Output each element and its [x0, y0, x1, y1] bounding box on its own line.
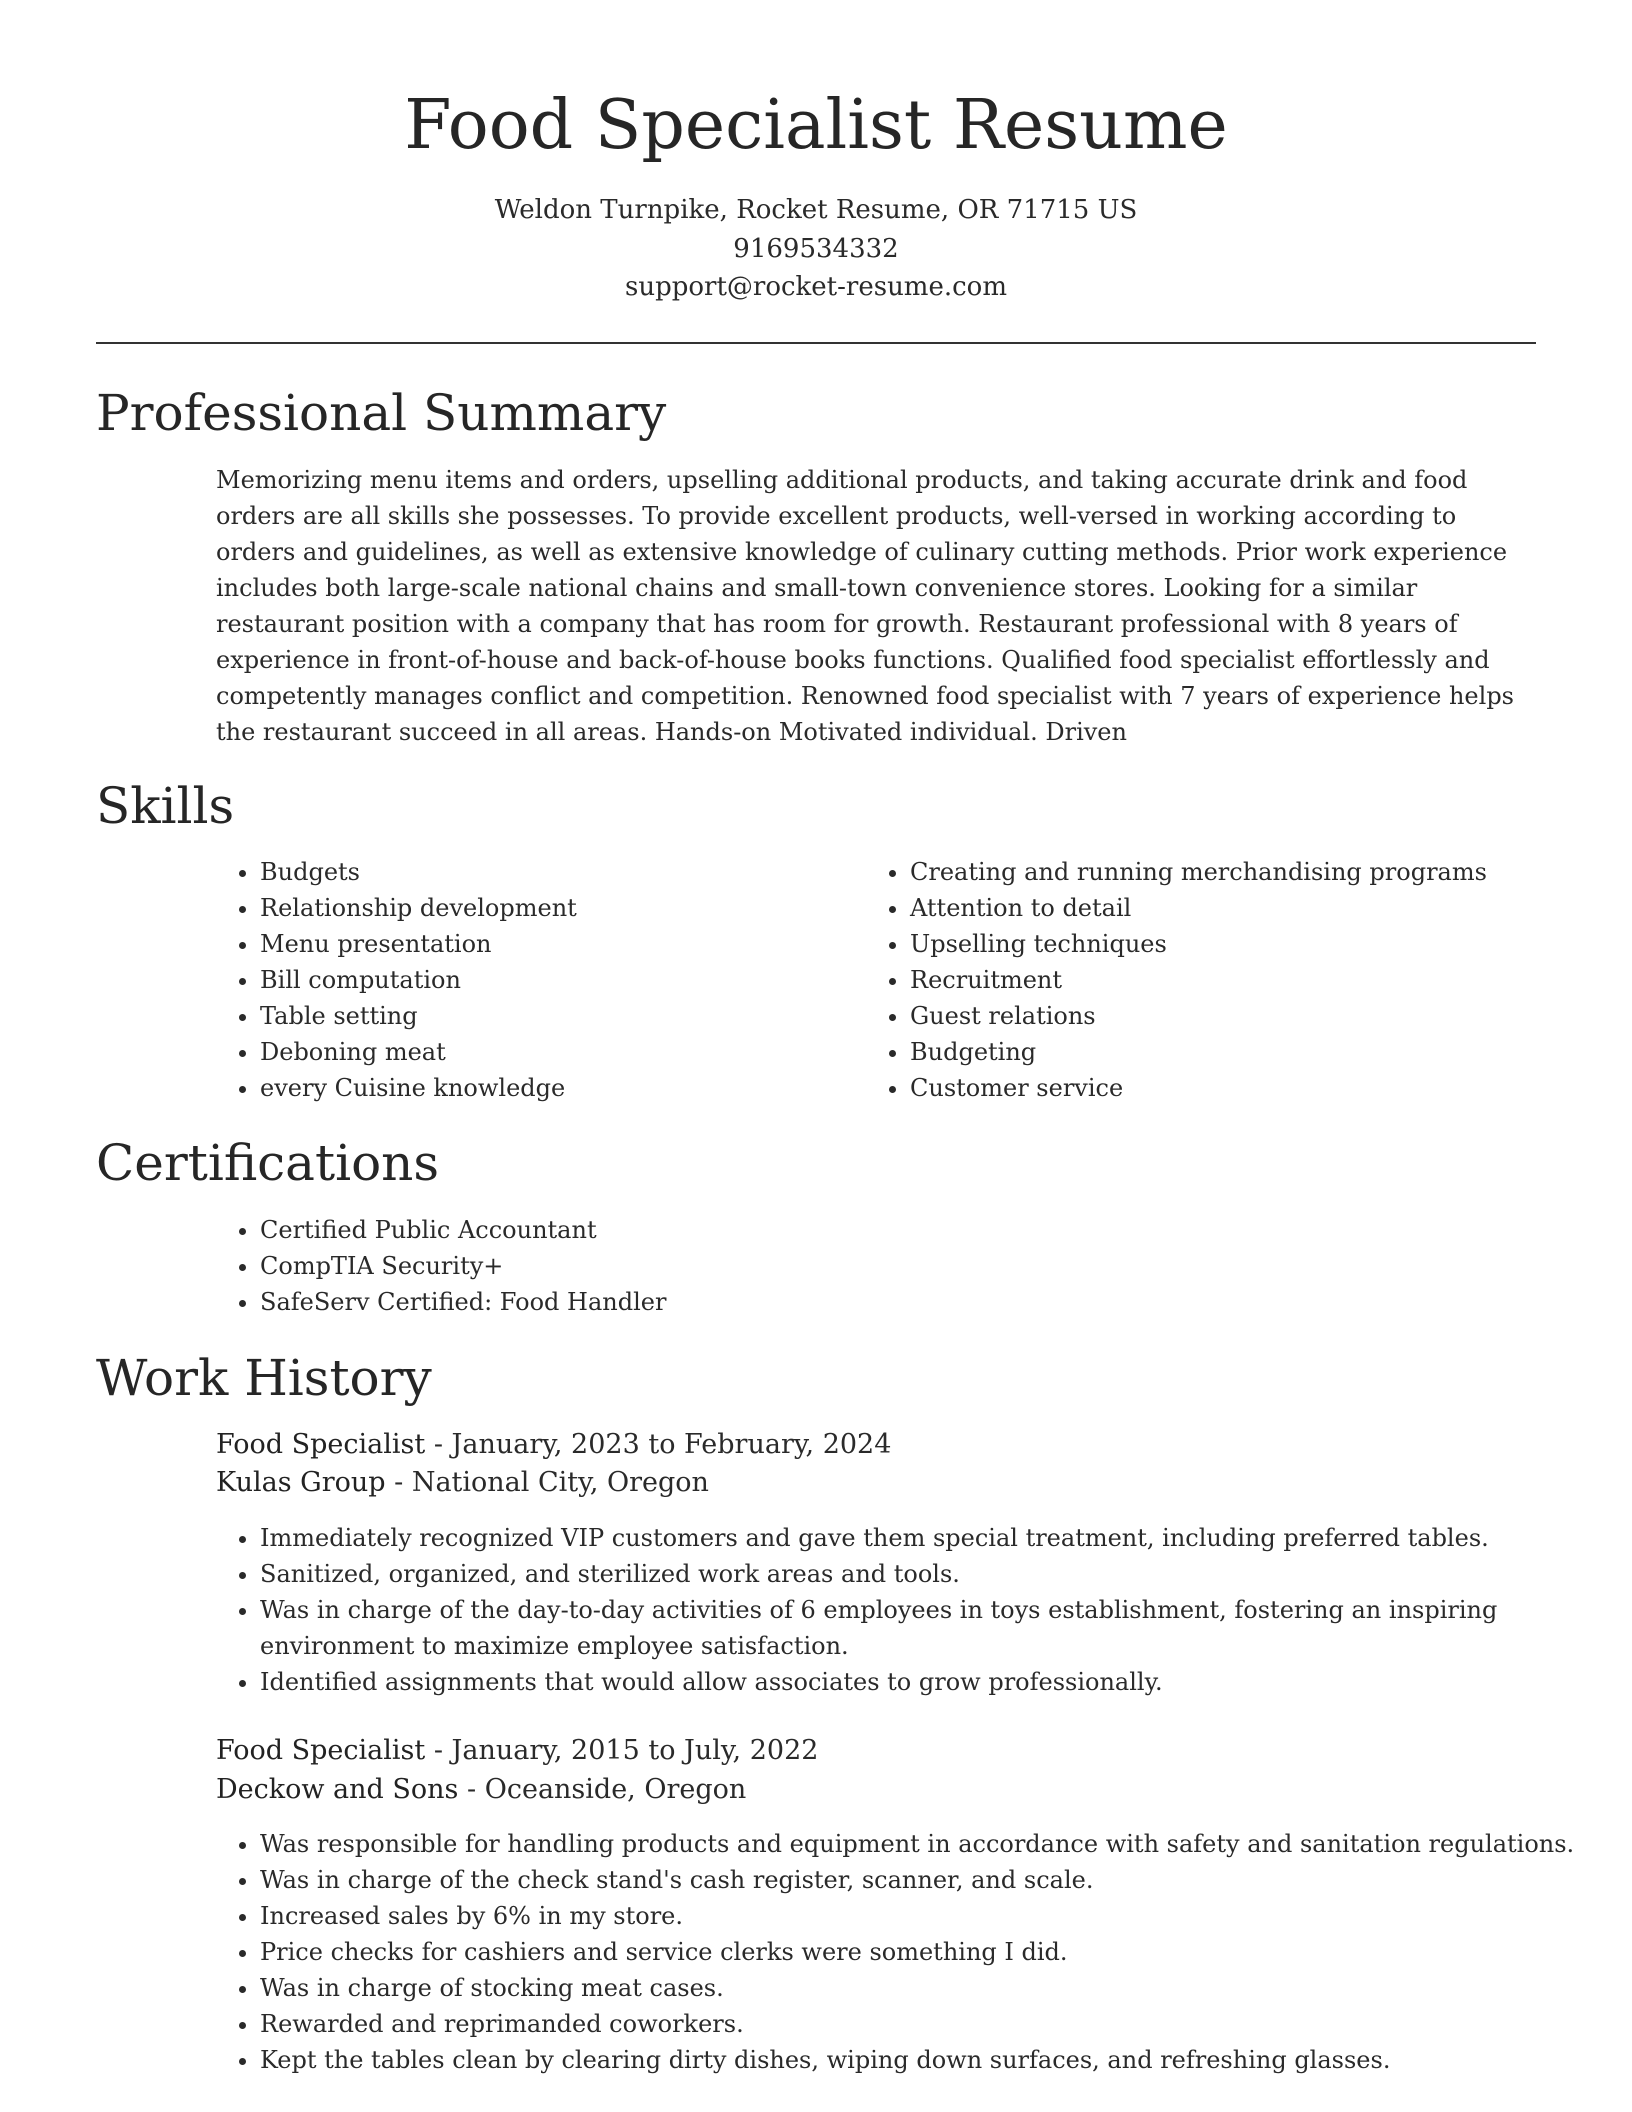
page-title: Food Specialist Resume	[404, 86, 1228, 165]
job-duty-item: • Sanitized, organized, and sterilized work areas and tools.	[260, 1556, 1580, 1592]
job-duty-item: • Rewarded and reprimanded coworkers.	[260, 2006, 1580, 2042]
header-divider	[96, 342, 1536, 344]
job-location: - Oceanside, Oregon	[458, 1774, 747, 1805]
job-title-line	[216, 1732, 818, 1770]
certification-item: • Certified Public Accountant	[260, 1212, 1580, 1248]
skill-item: • Upselling techniques	[910, 926, 1580, 962]
skill-item: • Budgeting	[910, 1034, 1580, 1070]
skill-item: • Menu presentation	[260, 926, 860, 962]
job-duty-item: • Increased sales by 6% in my store.	[260, 1898, 1580, 1934]
skill-item: • Guest relations	[910, 998, 1580, 1034]
job-company: Kulas Group	[216, 1467, 386, 1498]
job-duty-item: • Was in charge of the day-to-day activities of 6 employees in toys establishment, fostering an inspiring environment to maximize employee satisfaction.	[260, 1592, 1580, 1664]
skills-list-right	[866, 854, 1580, 1106]
skill-item: • every Cuisine knowledge	[260, 1070, 860, 1106]
skill-item: • Table setting	[260, 998, 860, 1034]
job-duty-item: • Was in charge of stocking meat cases.	[260, 1970, 1580, 2006]
job-dates: - January, 2015 to July, 2022	[425, 1735, 819, 1766]
job-location: - National City, Oregon	[385, 1467, 709, 1498]
job-duty-item: • Price checks for cashiers and service clerks were something I did.	[260, 1934, 1580, 1970]
certifications-list	[216, 1212, 1580, 1320]
job-company: Deckow and Sons	[216, 1774, 459, 1805]
summary-text: Memorizing menu items and orders, upselling additional products, and taking accurate drink and food orders are all skills she possesses. To provide excellent products, well-versed in working according to orders and guidelines, as well as extensive knowledge of culinary cutting methods. Prior work experience includes both large-scale national chains and small-town convenience stores. Looking for a similar restaurant position with a company that has room for growth. Restaurant professional with 8 years of experience in front-of-house and back-of-house books functions. Qualified food specialist effortlessly and competently manages conflict and competition. Renowned food specialist with 7 years of experience helps the restaurant succeed in all areas. Hands-on Motivated individual. Driven	[216, 466, 1514, 746]
certifications-heading: Certifications	[96, 1134, 440, 1192]
skill-item: • Customer service	[910, 1070, 1580, 1106]
certification-item: • CompTIA Security+	[260, 1248, 1580, 1284]
job-duty-item: • Kept the tables clean by clearing dirty dishes, wiping down surfaces, and refreshing glasses.	[260, 2042, 1580, 2078]
job-duties-list	[216, 1826, 1580, 2078]
work-history-heading: Work History	[96, 1349, 432, 1407]
job-title-line	[216, 1426, 891, 1464]
job-duty-item: • Immediately recognized VIP customers and gave them special treatment, including preferred tables.	[260, 1520, 1580, 1556]
job-dates: - January, 2023 to February, 2024	[425, 1429, 892, 1460]
skills-list-left	[216, 854, 860, 1106]
skill-item: • Relationship development	[260, 890, 860, 926]
skill-item: • Recruitment	[910, 962, 1580, 998]
skill-item: • Budgets	[260, 854, 860, 890]
contact-email: support@rocket-resume.com	[624, 272, 1007, 302]
skill-item: • Attention to detail	[910, 890, 1580, 926]
job-duty-item: • Was in charge of the check stand's cash register, scanner, and scale.	[260, 1862, 1580, 1898]
job-company-line	[216, 1771, 746, 1809]
contact-phone: 9169534332	[733, 234, 899, 264]
job-role: Food Specialist	[216, 1735, 426, 1766]
job-duty-item: • Identified assignments that would allow associates to grow professionally.	[260, 1664, 1580, 1700]
skill-item: • Creating and running merchandising programs	[910, 854, 1580, 890]
skill-item: • Deboning meat	[260, 1034, 860, 1070]
contact-address: Weldon Turnpike, Rocket Resume, OR 71715 US	[494, 195, 1138, 225]
job-duties-list	[216, 1520, 1580, 1700]
skill-item: • Bill computation	[260, 962, 860, 998]
certification-item: • SafeServ Certified: Food Handler	[260, 1284, 1580, 1320]
summary-heading: Professional Summary	[96, 384, 667, 442]
job-role: Food Specialist	[216, 1429, 426, 1460]
skills-heading: Skills	[96, 777, 235, 835]
job-duty-item: • Was responsible for handling products and equipment in accordance with safety and sanitation regulations.	[260, 1826, 1580, 1862]
job-company-line	[216, 1464, 709, 1502]
